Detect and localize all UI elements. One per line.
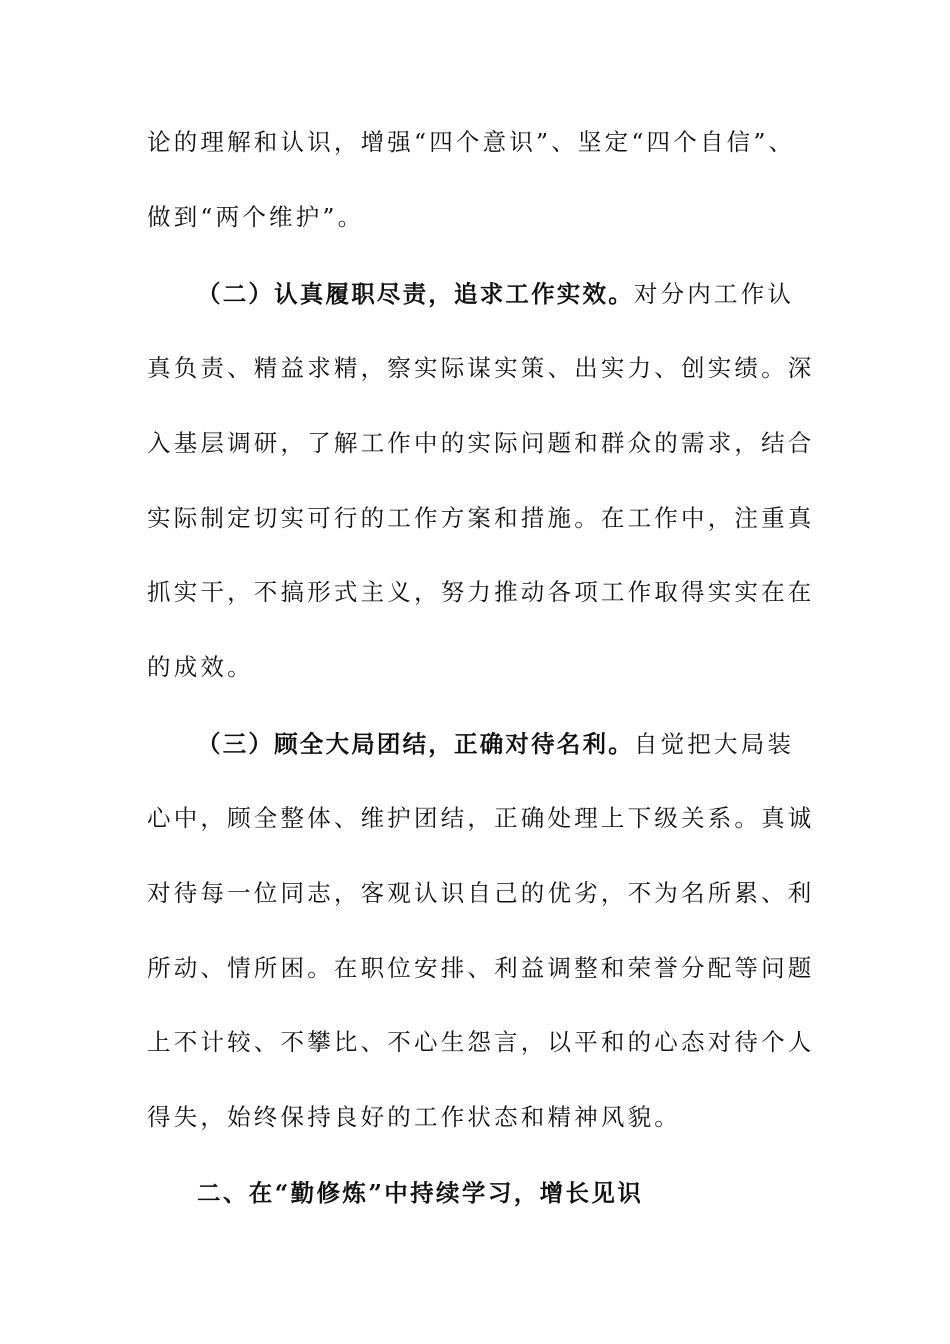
paragraph-text: 对分内工作认: [633, 280, 795, 308]
section-heading: 二、在“勤修炼”中持续学习，增长见识: [197, 1179, 644, 1207]
paragraph-line: 得失，始终保持良好的工作状态和精神风貌。: [147, 1103, 681, 1131]
paragraph-line: 对待每一位同志，客观认识自己的优劣，不为名所累、利: [147, 879, 815, 907]
subsection-first-line: [197, 724, 847, 764]
paragraph-line: 实际制定切实可行的工作方案和措施。在工作中，注重真: [147, 504, 815, 532]
paragraph-line: 论的理解和认识，增强“四个意识”、坚定“四个自信”、: [147, 128, 796, 156]
paragraph-line: 心中，顾全整体、维护团结，正确处理上下级关系。真诚: [147, 804, 815, 832]
subsection-first-line: [197, 274, 847, 314]
subsection-heading-2: （二）认真履职尽责，追求工作实效。: [197, 280, 634, 308]
paragraph-line: 真负责、精益求精，察实际谋实策、出实力、创实绩。深: [147, 354, 815, 382]
paragraph-line: 入基层调研，了解工作中的实际问题和群众的需求，结合: [147, 429, 815, 457]
paragraph-line: 的成效。: [147, 653, 254, 681]
paragraph-line: 做到“两个维护”。: [147, 203, 365, 231]
paragraph-line: 所动、情所困。在职位安排、利益调整和荣誉分配等问题: [147, 954, 815, 982]
subsection-heading-3: （三）顾全大局团结，正确对待名利。: [197, 730, 634, 758]
paragraph-line: 上不计较、不攀比、不心生怨言，以平和的心态对待个人: [147, 1028, 815, 1056]
paragraph-line: 抓实干，不搞形式主义，努力推动各项工作取得实实在在: [147, 578, 815, 606]
paragraph-text: 自觉把大局装: [633, 730, 795, 758]
